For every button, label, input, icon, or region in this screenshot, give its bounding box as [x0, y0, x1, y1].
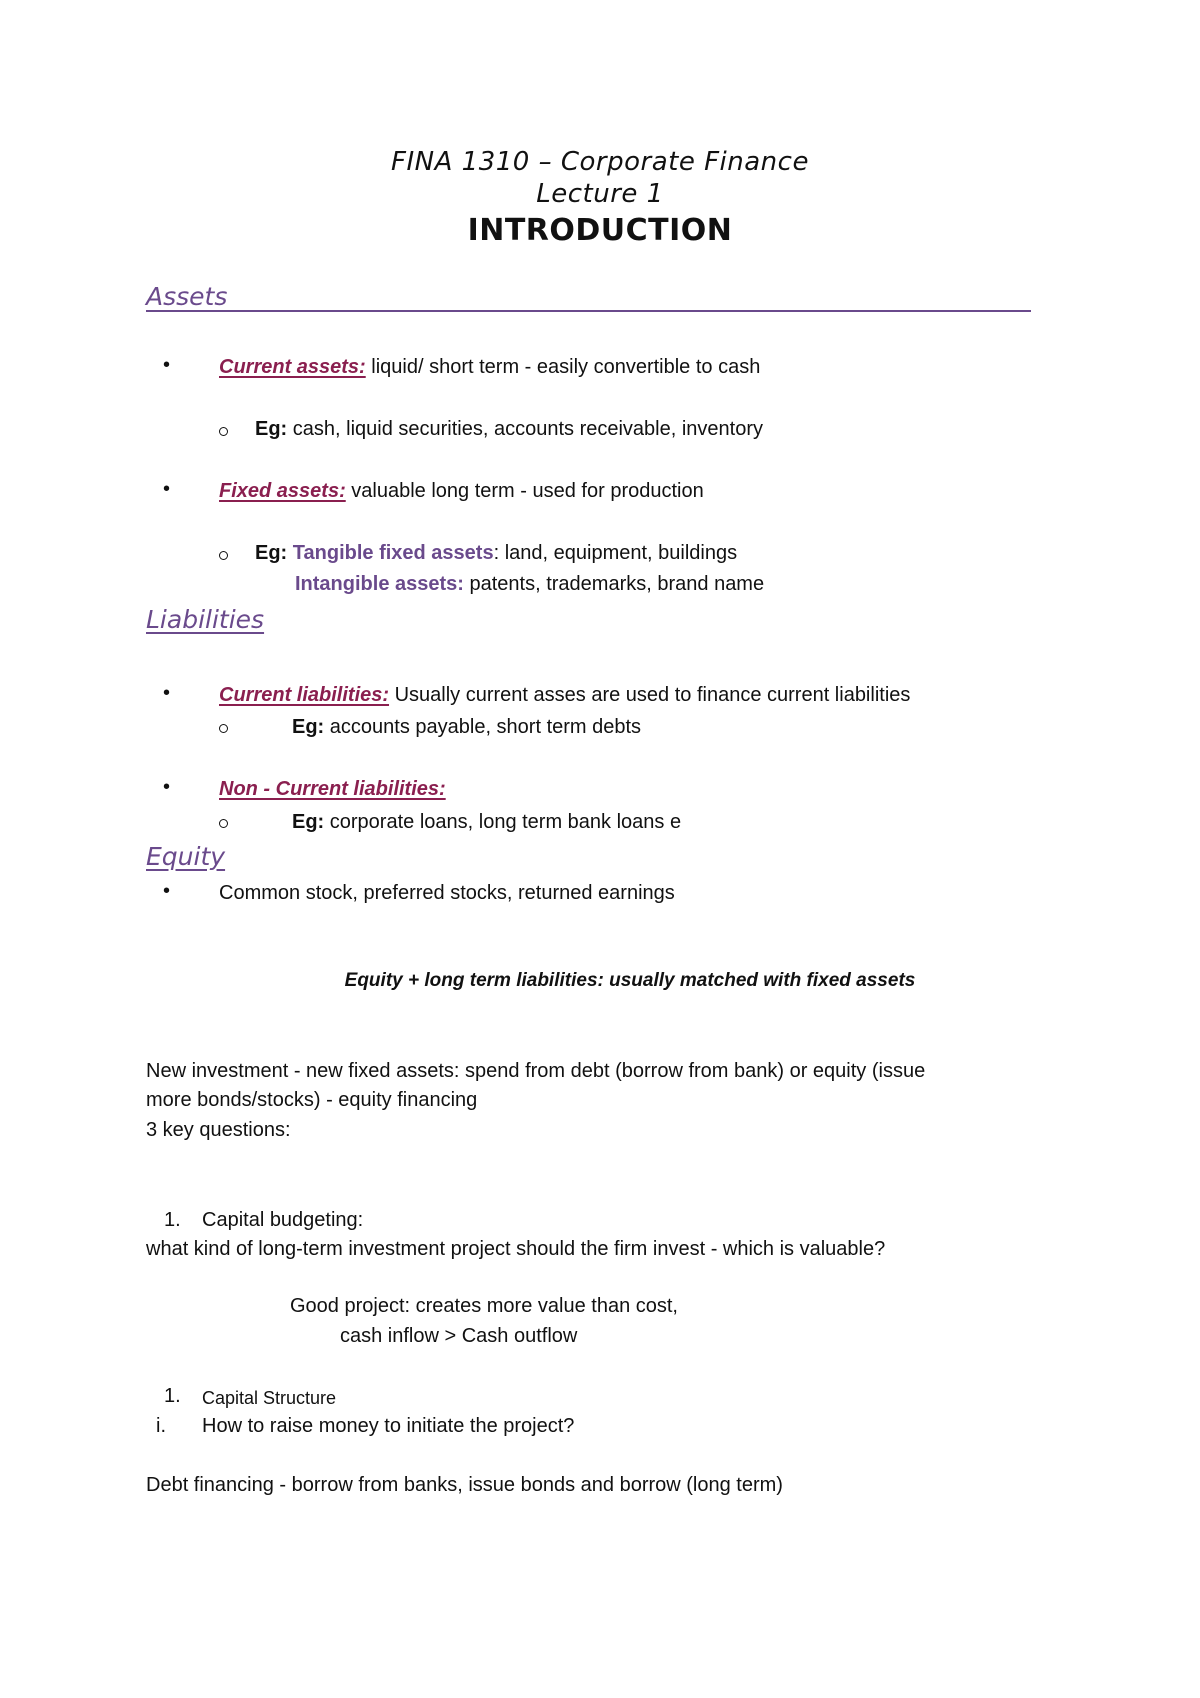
bullet-icon: •	[163, 682, 171, 704]
term-noncurrent-liabilities: Non - Current liabilities:	[219, 778, 446, 800]
list-item	[219, 778, 446, 801]
list-item	[292, 811, 681, 834]
matching-note: Equity + long term liabilities: usually matched with fixed assets	[344, 970, 916, 991]
subterm-intangible: Intangible assets:	[295, 573, 464, 595]
example-text: accounts payable, short term debts	[324, 716, 642, 738]
example-label: Eg:	[292, 716, 325, 738]
bullet-icon: •	[163, 776, 171, 798]
list-item	[295, 573, 764, 596]
term-description: liquid/ short term - easily convertible to cash	[365, 356, 761, 378]
term-current-liabilities: Current liabilities:	[219, 684, 390, 706]
list-item	[255, 542, 737, 565]
example-text: : land, equipment, buildings	[493, 542, 738, 564]
paragraph-line: Good project: creates more value than cost,	[290, 1295, 678, 1317]
bullet-icon: •	[163, 478, 171, 500]
list-item	[219, 684, 910, 707]
sub-bullet-icon	[219, 427, 228, 436]
sub-bullet-icon	[219, 724, 228, 733]
list-number: 1.	[164, 1209, 181, 1231]
lecture-number: Lecture 1	[536, 179, 664, 209]
section-heading-assets: Assets	[146, 282, 228, 311]
paragraph-line: what kind of long-term investment project should the firm invest - which is valuable?	[146, 1238, 886, 1260]
example-label: Eg:	[292, 811, 325, 833]
paragraph-line: New investment - new fixed assets: spend from debt (borrow from bank) or equity (issue	[146, 1060, 926, 1082]
course-title: FINA 1310 – Corporate Finance	[391, 147, 809, 177]
term-current-assets: Current assets:	[219, 356, 366, 378]
example-label: Eg:	[255, 418, 288, 440]
list-number: 1.	[164, 1385, 181, 1407]
subterm-tangible: Tangible fixed assets	[287, 542, 494, 564]
example-text: cash, liquid securities, accounts receivable, inventory	[287, 418, 764, 440]
paragraph-line: 3 key questions:	[146, 1119, 291, 1141]
paragraph-line: How to raise money to initiate the project?	[202, 1415, 575, 1437]
term-description: valuable long term - used for production	[345, 480, 704, 502]
section-heading-equity: Equity	[146, 842, 226, 871]
section-rule	[146, 310, 1031, 312]
bullet-icon: •	[163, 354, 171, 376]
list-number: i.	[156, 1415, 166, 1437]
bullet-icon: •	[163, 880, 171, 902]
list-item-title: Capital budgeting:	[202, 1209, 364, 1231]
example-label: Eg:	[255, 542, 288, 564]
sub-bullet-icon	[219, 819, 228, 828]
list-item	[219, 480, 704, 503]
list-item	[292, 716, 641, 739]
list-item	[255, 418, 763, 441]
term-description: Usually current asses are used to finance current liabilities	[389, 684, 911, 706]
list-item-title: Capital Structure	[202, 1388, 337, 1408]
sub-bullet-icon	[219, 551, 228, 560]
list-item: Common stock, preferred stocks, returned earnings	[219, 882, 675, 904]
page-title: INTRODUCTION	[467, 213, 733, 248]
paragraph-line: cash inflow > Cash outflow	[340, 1325, 578, 1347]
paragraph-line: more bonds/stocks) - equity financing	[146, 1089, 478, 1111]
example-text: corporate loans, long term bank loans e	[324, 811, 682, 833]
section-heading-liabilities: Liabilities	[146, 605, 265, 634]
list-item	[219, 356, 760, 379]
example-text: patents, trademarks, brand name	[463, 573, 765, 595]
paragraph-line: Debt financing - borrow from banks, issue bonds and borrow (long term)	[146, 1474, 783, 1496]
term-fixed-assets: Fixed assets:	[219, 480, 346, 502]
